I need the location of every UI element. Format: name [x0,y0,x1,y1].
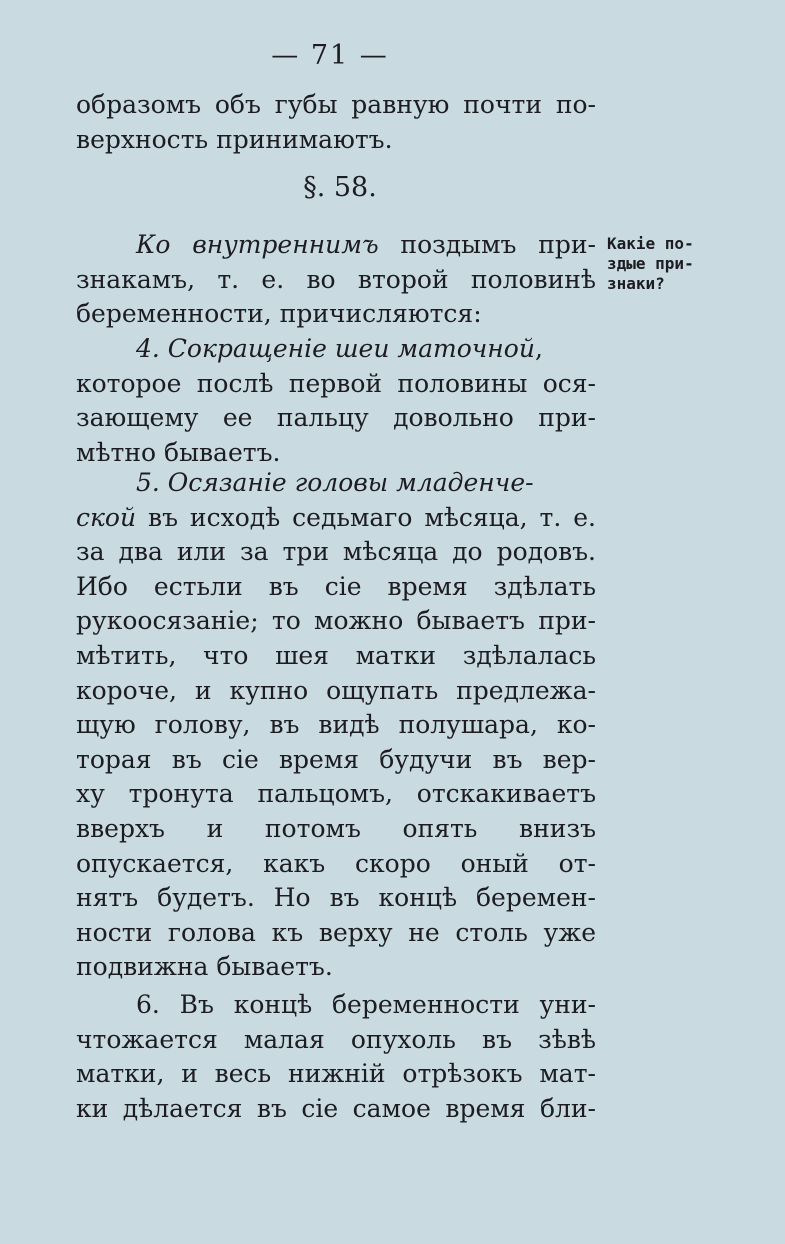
margin-note-line: здые при- [607,254,694,273]
italic-phrase: ской [76,502,137,532]
margin-note-line: знаки? [607,274,665,293]
item-5 [76,466,596,985]
text-line: образомъ объ губы равную почти по- [76,90,596,119]
text-line: торая въ сіе время будучи въ вер- [76,744,596,774]
text-line: верхность принимаютъ. [76,124,393,154]
item-6 [76,988,596,1126]
text-line [76,466,596,501]
text-line: 6. Въ концѣ беременности уни- [136,990,596,1019]
text-line [76,501,596,536]
text-line: короче, и купно ощупать предлежа- [76,675,596,705]
text-line: беременности, причисляются: [76,299,482,329]
text-line: ности голова къ верху не столь уже [76,917,596,947]
text-line: нятъ будетъ. Но въ концѣ беремен- [76,883,596,913]
section-heading: §. 58. [303,172,377,203]
text-line: зающему ее пальцу довольно при- [76,403,596,433]
text-line: рукоосязаніе; то можно бываетъ при- [76,606,596,636]
text-line: опускается, какъ скоро оный от- [76,848,596,878]
text-line: мѣтить, что шея матки здѣлалась [76,640,596,670]
text-line [76,332,596,367]
text-line: матки, и весь нижній отрѣзокъ мат- [76,1059,596,1089]
text-line: за два или за три мѣсяца до родовъ. [76,537,596,567]
text-line: которое послѣ первой половины ося- [76,368,596,398]
text-fragment: , [534,334,543,363]
text-line: знакамъ, т. е. во второй половинѣ [76,264,596,294]
text-line [76,228,596,263]
text-line: ки дѣлается въ сіе самое время бли- [76,1093,596,1123]
text-fragment: въ исходѣ седьмаго мѣсяца, т. е. [136,502,596,532]
item-4 [76,332,596,470]
text-line: Ибо естьли въ сіе время здѣлать [76,571,596,601]
text-line: щую голову, въ видѣ полушара, ко- [76,710,596,740]
text-fragment: поздымъ при- [378,230,596,259]
italic-phrase: 5. Осязаніе головы младенче- [136,468,534,497]
paragraph-58 [76,228,596,332]
margin-note-line: Какіе по- [607,234,694,253]
italic-phrase: 4. Сокращеніе шеи маточной [136,334,535,363]
text-line: чтожается малая опухоль въ зѣвѣ [76,1024,596,1054]
margin-note [607,234,717,294]
continuation-text [76,88,596,157]
text-line: вверхъ и потомъ опять внизъ [76,813,596,843]
text-line: мѣтно бываетъ. [76,437,281,467]
page-number: — 71 — [271,40,389,71]
italic-phrase: Ко внутреннимъ [136,230,379,259]
text-line: подвижна бываетъ. [76,952,333,982]
text-line: ху тронута пальцомъ, отскакиваетъ [76,779,596,809]
